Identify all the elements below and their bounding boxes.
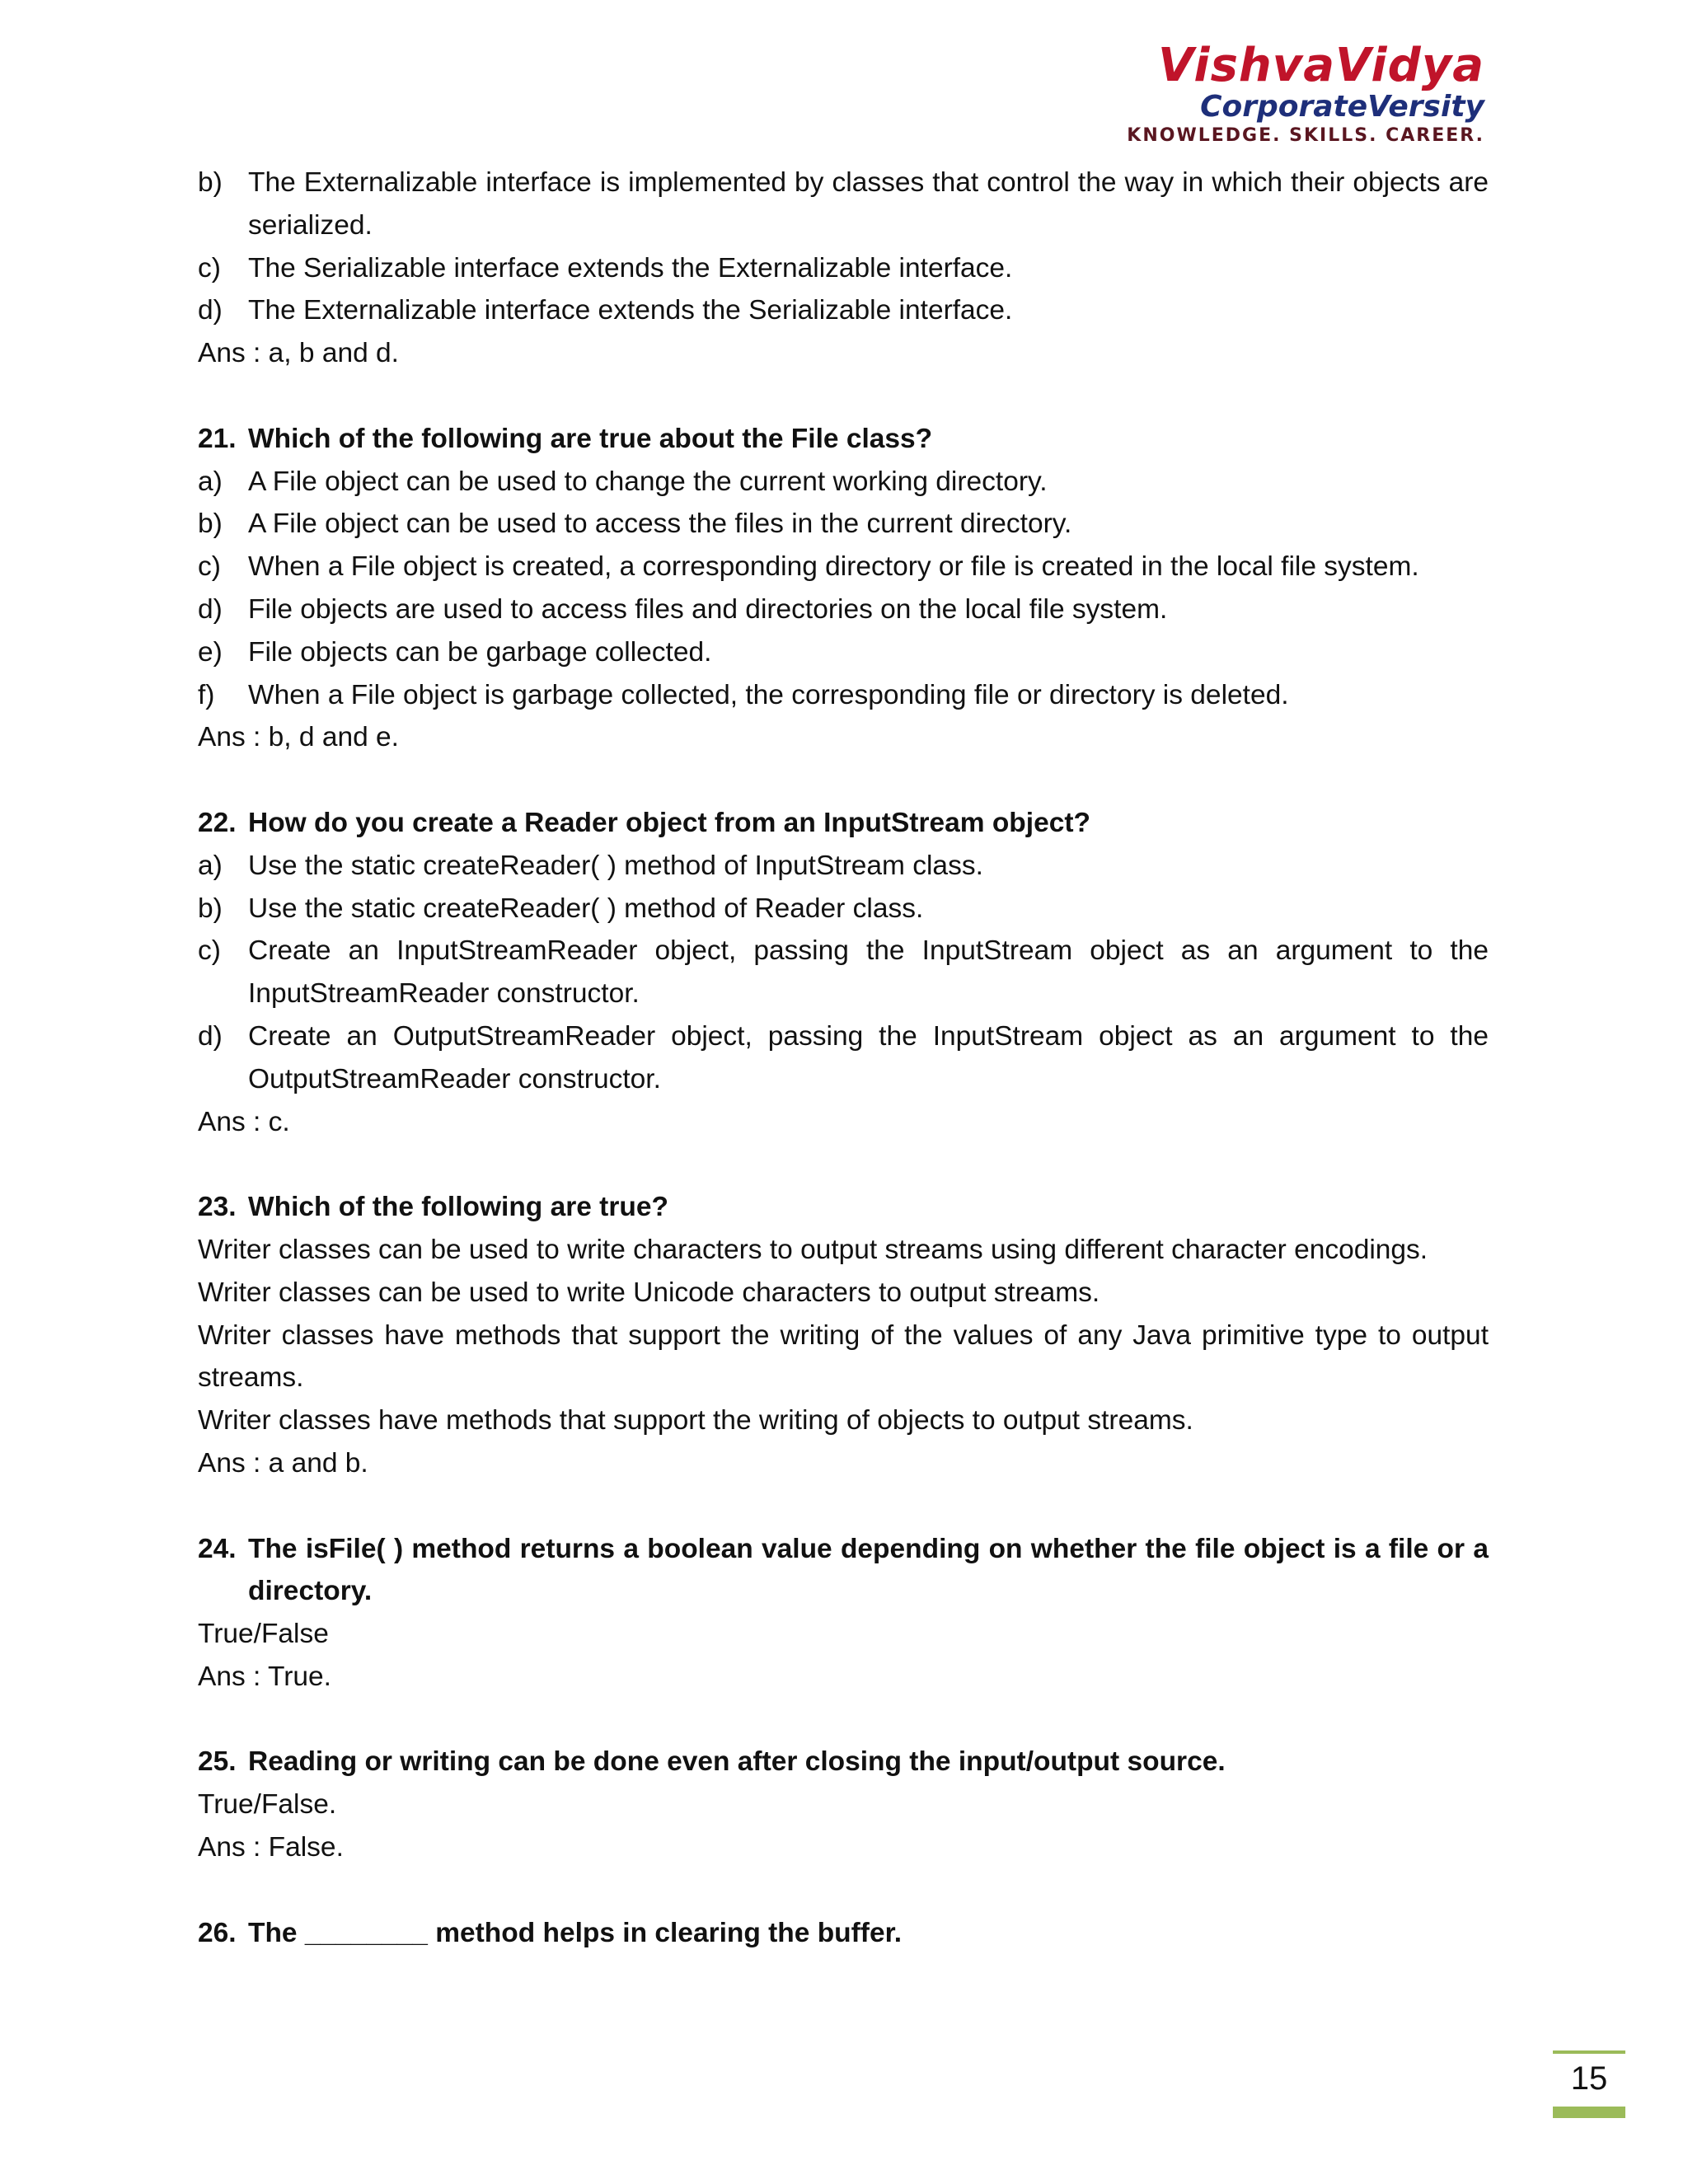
question-text: How do you create a Reader object from an InputStream object? xyxy=(248,807,1090,838)
question-number: 26. xyxy=(198,1917,237,1948)
paragraph-gap xyxy=(198,759,1489,802)
option-text: Create an InputStreamReader object, passing the InputStream object as an argument to the InputStreamReader constructor. xyxy=(248,935,1489,1010)
answer-line: Ans : a, b and d. xyxy=(198,338,399,369)
question-number: 23. xyxy=(198,1192,237,1223)
text-line: Writer classes can be used to write characters to output streams using different character encodings. xyxy=(198,1234,1428,1265)
text-line: True/False. xyxy=(198,1789,337,1821)
option-text: A File object can be used to access the files in the current directory. xyxy=(248,509,1072,540)
text-line: Writer classes have methods that support the writing of objects to output streams. xyxy=(198,1405,1193,1436)
paragraph-gap xyxy=(198,1143,1489,1186)
question-heading xyxy=(198,1186,1489,1229)
answer-line: Ans : b, d and e. xyxy=(198,722,399,753)
option-item xyxy=(198,888,1489,930)
page-number-bar xyxy=(1553,2107,1625,2118)
option-item xyxy=(198,503,1489,546)
question-heading xyxy=(198,1912,1489,1955)
option-text: The Serializable interface extends the Externalizable interface. xyxy=(248,252,1013,284)
option-text: Use the static createReader( ) method of Reader class. xyxy=(248,893,924,924)
option-label: b) xyxy=(198,893,223,924)
option-text: Use the static createReader( ) method of InputStream class. xyxy=(248,850,983,881)
page-number: 15 xyxy=(1570,2060,1608,2097)
paragraph-gap xyxy=(198,1869,1489,1912)
question-text: The isFile( ) method returns a boolean value depending on whether the file object is a file or a directory. xyxy=(248,1533,1489,1607)
option-label: a) xyxy=(198,466,223,497)
option-item xyxy=(198,631,1489,674)
option-item xyxy=(198,162,1489,247)
page-number-rule xyxy=(1553,2050,1625,2054)
paragraph-gap xyxy=(198,1485,1489,1528)
option-text: The Externalizable interface is implemented by classes that control the way in which their objects are serialized. xyxy=(248,167,1489,241)
option-label: b) xyxy=(198,509,223,540)
option-item xyxy=(198,588,1489,631)
question-heading xyxy=(198,802,1489,845)
option-label: c) xyxy=(198,935,221,967)
logo-title: VishvaVidya xyxy=(1158,39,1484,92)
answer-line: Ans : True. xyxy=(198,1661,331,1692)
text-line: Writer classes can be used to write Unicode characters to output streams. xyxy=(198,1277,1100,1308)
answer-line: Ans : a and b. xyxy=(198,1447,368,1479)
option-label: d) xyxy=(198,1020,223,1052)
question-text: Which of the following are true about the File class? xyxy=(248,423,933,454)
question-number: 25. xyxy=(198,1746,237,1778)
option-text: The Externalizable interface extends the Serializable interface. xyxy=(248,295,1013,326)
option-text: Create an OutputStreamReader object, passing the InputStream object as an argument to the OutputStreamReader constructor. xyxy=(248,1020,1489,1094)
paragraph-gap xyxy=(198,375,1489,418)
option-text: A File object can be used to change the current working directory. xyxy=(248,466,1048,497)
question-text: The ________ method helps in clearing the buffer. xyxy=(248,1917,903,1948)
paragraph-gap xyxy=(198,1699,1489,1741)
logo-subtitle: CorporateVersity xyxy=(1200,90,1484,124)
logo-tagline: KNOWLEDGE. SKILLS. CAREER. xyxy=(1127,125,1484,146)
option-item xyxy=(198,674,1489,717)
option-text: File objects can be garbage collected. xyxy=(248,636,712,668)
option-item xyxy=(198,930,1489,1015)
option-label: c) xyxy=(198,551,221,583)
vishvavidya-logo xyxy=(1127,39,1484,146)
question-heading xyxy=(198,1528,1489,1614)
option-text: When a File object is created, a corresponding directory or file is created in the local file system. xyxy=(248,551,1419,583)
document-body xyxy=(198,162,1489,1954)
option-item xyxy=(198,1015,1489,1101)
answer-line: Ans : False. xyxy=(198,1832,344,1863)
answer-line: Ans : c. xyxy=(198,1106,290,1137)
option-label: e) xyxy=(198,636,223,668)
option-item xyxy=(198,289,1489,332)
option-label: b) xyxy=(198,167,223,198)
question-heading xyxy=(198,418,1489,461)
text-line: True/False xyxy=(198,1619,329,1650)
question-text: Which of the following are true? xyxy=(248,1192,668,1223)
question-text: Reading or writing can be done even after closing the input/output source. xyxy=(248,1746,1226,1778)
option-item xyxy=(198,247,1489,290)
option-item xyxy=(198,546,1489,588)
option-item xyxy=(198,461,1489,504)
question-number: 22. xyxy=(198,807,237,838)
option-label: a) xyxy=(198,850,223,881)
option-item xyxy=(198,845,1489,888)
option-label: d) xyxy=(198,295,223,326)
option-label: c) xyxy=(198,252,221,284)
text-line: Writer classes have methods that support the writing of the values of any Java primitive type to output streams. xyxy=(198,1319,1489,1394)
option-label: d) xyxy=(198,593,223,625)
option-label: f) xyxy=(198,679,215,710)
question-number: 24. xyxy=(198,1533,237,1564)
option-text: File objects are used to access files and directories on the local file system. xyxy=(248,593,1168,625)
option-text: When a File object is garbage collected, the corresponding file or directory is deleted. xyxy=(248,679,1289,710)
question-number: 21. xyxy=(198,423,237,454)
question-heading xyxy=(198,1741,1489,1783)
